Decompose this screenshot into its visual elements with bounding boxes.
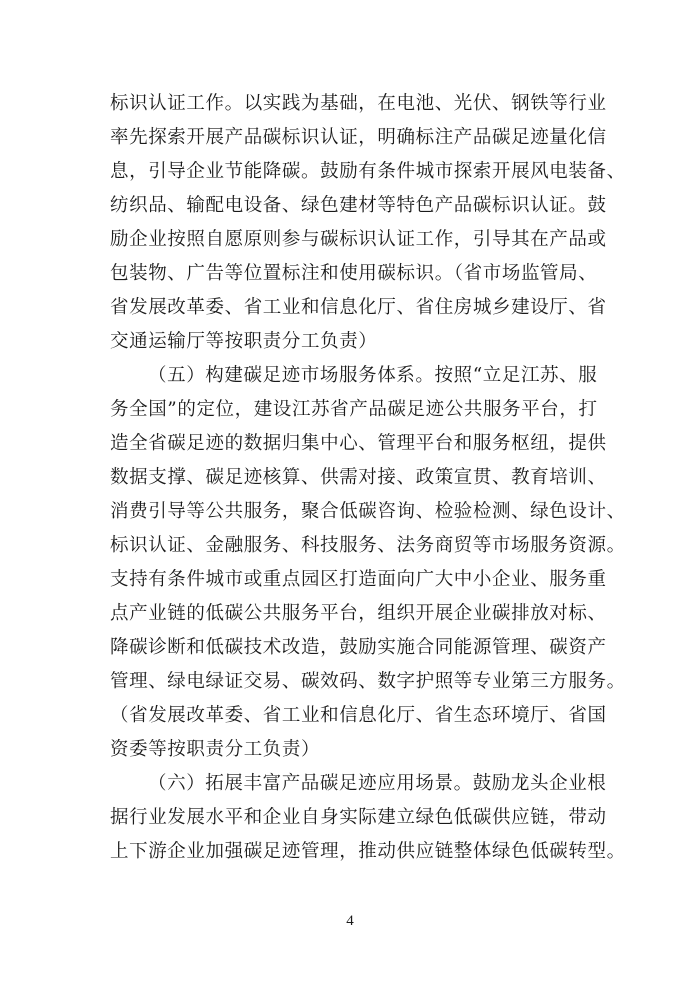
body-text-line: 管理、绿电绿证交易、碳效码、数字护照等专业第三方服务。	[110, 671, 626, 692]
body-text-line: 支持有条件城市或重点园区打造面向广大中小企业、服务重	[110, 569, 607, 590]
body-text-line: 消费引导等公共服务，聚合低碳咨询、检验检测、绿色设计、	[110, 501, 626, 522]
body-text-line: 息，引导企业节能降碳。鼓励有条件城市探索开展风电装备、	[110, 161, 626, 182]
section-heading-line: （六）拓展丰富产品碳足迹应用场景。鼓励龙头企业根	[148, 773, 607, 794]
body-text-line: 上下游企业加强碳足迹管理，推动供应链整体绿色低碳转型。	[110, 841, 626, 862]
body-text-line: 标识认证、金融服务、科技服务、法务商贸等市场服务资源。	[110, 535, 626, 556]
body-text-line: 造全省碳足迹的数据归集中心、管理平台和服务枢纽，提供	[110, 433, 607, 454]
body-text-line: 纺织品、输配电设备、绿色建材等特色产品碳标识认证。鼓	[110, 195, 607, 216]
body-text-line: 交通运输厅等按职责分工负责）	[110, 331, 378, 352]
body-text-line: 点产业链的低碳公共服务平台，组织开展企业碳排放对标、	[110, 603, 607, 624]
body-text-line: 据行业发展水平和企业自身实际建立绿色低碳供应链，带动	[110, 807, 607, 828]
body-text-line: 务全国”的定位，建设江苏省产品碳足迹公共服务平台，打	[110, 399, 598, 420]
body-text-line: 数据支撑、碳足迹核算、供需对接、政策宣贯、教育培训、	[110, 467, 607, 488]
body-text-line: 标识认证工作。以实践为基础，在电池、光伏、钢铁等行业	[110, 93, 607, 114]
body-text-line: 率先探索开展产品碳标识认证，明确标注产品碳足迹量化信	[110, 127, 607, 148]
body-text-line: 励企业按照自愿原则参与碳标识认证工作，引导其在产品或	[110, 229, 607, 250]
page-number: 4	[346, 913, 354, 929]
body-text-line: 包装物、广告等位置标注和使用碳标识。（省市场监管局、	[110, 263, 598, 284]
section-heading-line: （五）构建碳足迹市场服务体系。按照“立足江苏、服	[148, 365, 598, 386]
body-text-line: （省发展改革委、省工业和信息化厅、省生态环境厅、省国	[110, 705, 607, 726]
body-text-line: 降碳诊断和低碳技术改造，鼓励实施合同能源管理、碳资产	[110, 637, 607, 658]
body-text-line: 省发展改革委、省工业和信息化厅、省住房城乡建设厅、省	[110, 297, 607, 318]
body-text-line: 资委等按职责分工负责）	[110, 739, 321, 760]
